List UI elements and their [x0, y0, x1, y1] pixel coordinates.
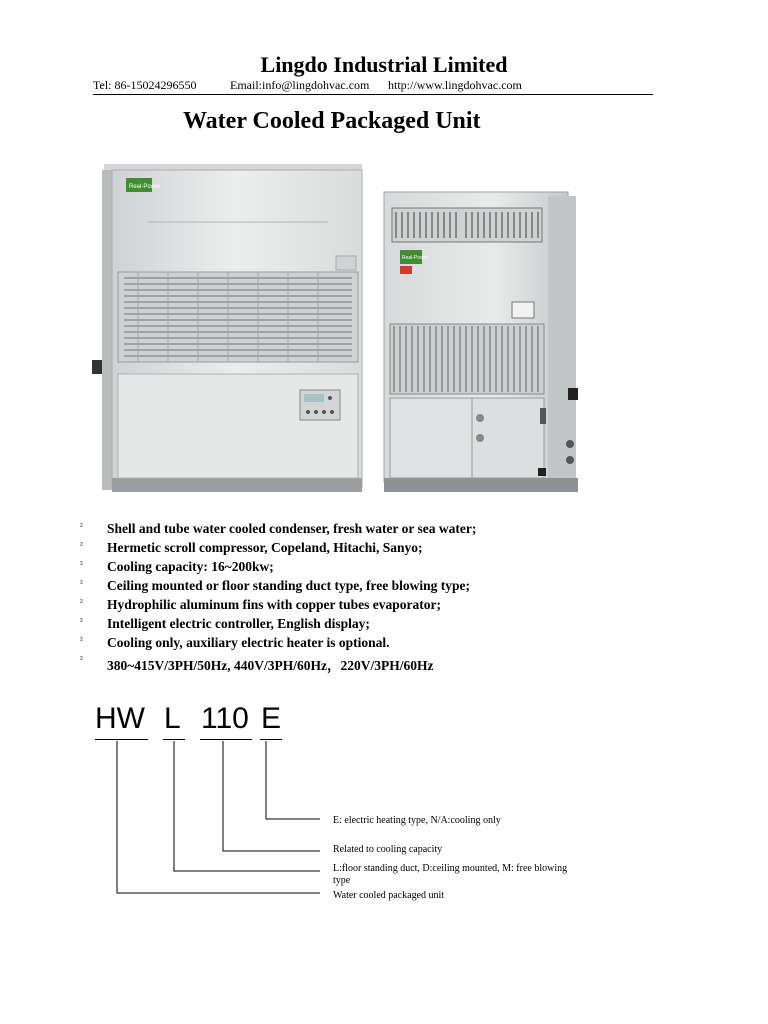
bullet-marker: ²	[80, 597, 83, 607]
code-part-series: HW	[95, 702, 145, 735]
bullet-marker: ²	[80, 540, 83, 550]
feature-text: Hermetic scroll compressor, Copeland, Hitachi, Sanyo;	[107, 540, 423, 555]
bullet-marker: ²	[80, 578, 83, 588]
company-name: Lingdo Industrial Limited	[260, 52, 508, 77]
feature-text: Intelligent electric controller, English display;	[107, 616, 370, 631]
contact-tel: Tel: 86-15024296550	[93, 78, 197, 92]
feature-text: 380~415V/3PH/50Hz, 440V/3PH/60Hz，220V/3PH/60Hz	[107, 658, 434, 673]
bullet-marker: ²	[80, 616, 83, 626]
code-part-capacity: 110	[201, 702, 249, 735]
contact-email[interactable]: Email:info@lingdohvac.com	[230, 78, 370, 92]
feature-text: Ceiling mounted or floor standing duct type, free blowing type;	[107, 578, 471, 593]
bullet-marker: ²	[80, 559, 83, 569]
code-desc-series: Water cooled packaged unit	[333, 890, 445, 901]
feature-text: Cooling only, auxiliary electric heater is optional.	[107, 635, 390, 650]
feature-text: Cooling capacity: 16~200kw;	[107, 559, 274, 574]
bullet-marker: ²	[80, 635, 83, 645]
left-unit-logo: Real-Power	[129, 184, 161, 190]
code-desc-heating: E: electric heating type, N/A:cooling only	[333, 815, 501, 826]
bullet-marker: ²	[80, 521, 83, 531]
feature-text: Shell and tube water cooled condenser, fresh water or sea water;	[107, 521, 477, 536]
document-title: Water Cooled Packaged Unit	[183, 108, 481, 134]
code-desc-type: L:floor standing duct, D:ceiling mounted, M: free blowing	[333, 863, 568, 874]
code-part-heating: E	[261, 702, 282, 735]
code-part-type: L	[164, 702, 181, 735]
code-desc-type-cont: type	[333, 875, 351, 886]
contact-website[interactable]: http://www.lingdohvac.com	[388, 78, 522, 92]
right-unit-logo: Real-Power	[402, 255, 429, 261]
code-desc-capacity: Related to cooling capacity	[333, 844, 443, 855]
feature-text: Hydrophilic aluminum fins with copper tubes evaporator;	[107, 597, 442, 612]
bullet-marker: ²	[80, 654, 83, 664]
